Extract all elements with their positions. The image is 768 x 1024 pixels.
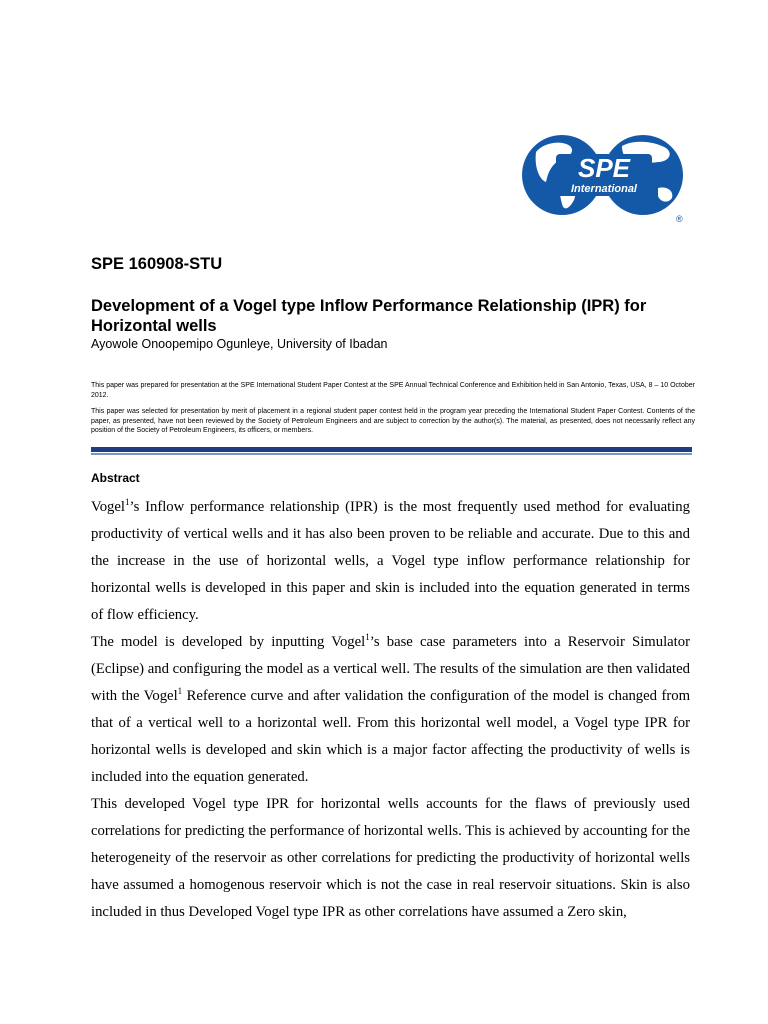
logo-spe-text: SPE [577,153,631,183]
abstract-paragraph-2 [91,629,690,791]
abstract-heading: Abstract [91,471,140,485]
abstract-paragraph-3: This developed Vogel type IPR for horizontal wells accounts for the flaws of previously used correlations for predicting the performance of horizontal wells. This is achieved by accounting for the heterogeneity of the reservoir as other correlations for predicting the productivity of horizontal wells have assumed a homogenous reservoir which is not the case in real reservoir situations. Skin is also included in thus Developed Vogel type IPR as other correlations have assumed a Zero skin, [91,796,690,920]
p2-text-b: ’s base case parameters into a Reservoir Simulator (Eclipse) and configuring the model as a vertical well. The results of the simulation are then validated with the Vogel [91,634,690,704]
spe-international-logo [518,132,688,228]
author-line: Ayowole Onoopemipo Ogunleye, University of Ibadan [91,337,388,351]
p2-text-c: Reference curve and after validation the configuration of the model is changed from that of a vertical well to a horizontal well. From this horizontal well model, a Vogel type IPR for horizontal wells is developed and skin which is a major factor affecting the productivity of wells is included into the equation generated. [91,688,690,785]
citation-superscript: 1 [177,686,183,696]
logo-international-text: International [570,183,638,195]
registered-mark: ® [676,214,683,224]
citation-superscript: 1 [125,497,130,507]
p1-text-a: Vogel [91,499,125,515]
paper-title: Development of a Vogel type Inflow Performance Relationship (IPR) for Horizontal wells [91,297,647,335]
paper-number: SPE 160908-STU [91,255,223,273]
abstract-paragraph-1 [91,494,690,629]
p2-text-a: The model is developed by inputting Vogel [91,634,366,650]
presentation-notice: This paper was prepared for presentation at the SPE International Student Paper Contest at the SPE Annual Technical Conference and Exhibition held in San Antonio, Texas, USA, 8 – 10 October 2012. [91,382,695,399]
citation-superscript: 1 [365,632,370,642]
abstract-body [91,494,690,926]
section-divider-thick [91,447,692,452]
p1-text-b: ’s Inflow performance relationship (IPR) is the most frequently used method for evaluating productivity of vertical wells and it has also been proven to be reliable and accurate. Due to this and the increase in the use of horizontal wells, a Vogel type inflow performance relationship for horizontal wells is developed in this paper and skin is included into the equation generated in terms of flow efficiency. [91,499,690,623]
section-divider-thin [91,453,692,455]
copyright-notice: This paper was selected for presentation by merit of placement in a regional student paper contest held in the program year preceding the International Student Paper Contest. Contents of the paper, as presented, have not been reviewed by the Society of Petroleum Engineers and are subject to correction by the author(s). The material, as presented, does not necessarily reflect any position of the Society of Petroleum Engineers, its officers, or members. [91,408,695,434]
